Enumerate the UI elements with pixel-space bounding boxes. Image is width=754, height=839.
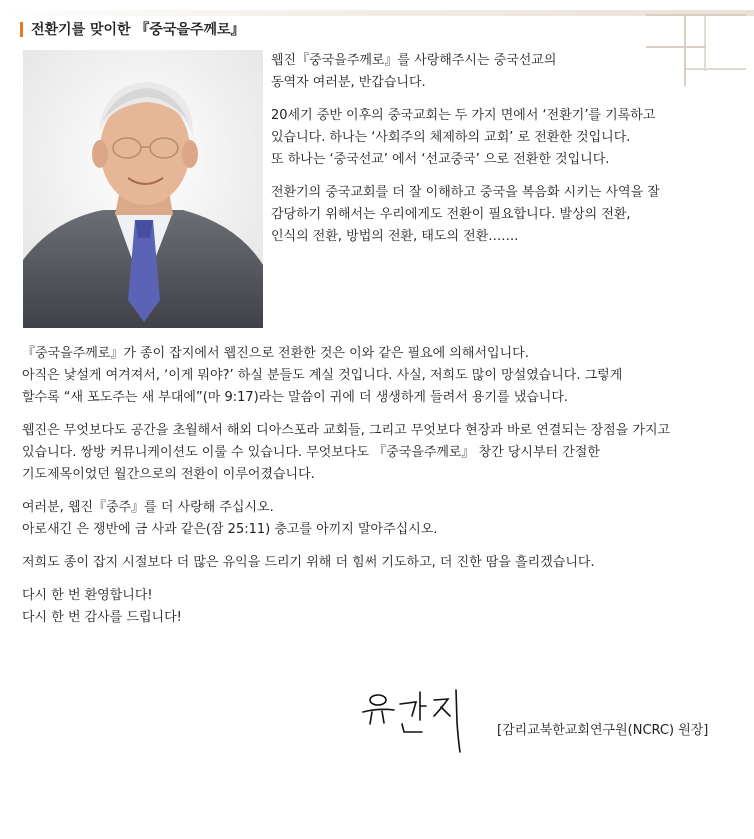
intro-line: 웹진『중국을주께로』를 사랑해주시는 중국선교의 [271, 53, 557, 68]
body-line: 다시 한 번 환영합니다! [22, 588, 153, 603]
intro-line: 또 하나는 ‘중국선교’ 에서 ‘선교중국’ 으로 전환한 것입니다. [271, 152, 610, 167]
intro-line: 동역자 여러분, 반갑습니다. [271, 75, 426, 90]
signature-image [360, 686, 470, 756]
author-photo [23, 50, 263, 328]
body-line: 여러분, 웹진『중주』를 더 사랑해 주십시오. [22, 500, 274, 515]
intro-line: 인식의 전환, 방법의 전환, 태도의 전환……. [271, 229, 519, 244]
intro-line: 전환기의 중국교회를 더 잘 이해하고 중국을 복음화 시키는 사역을 잘 [271, 185, 660, 200]
handwritten-signature [360, 686, 470, 756]
body-text [22, 343, 734, 629]
page-title [20, 19, 245, 39]
body-line: 할수록 “새 포도주는 새 부대에”(마 9:17)라는 말씀이 귀에 더 생생하게 들려서 용기를 냈습니다. [22, 390, 569, 405]
body-line: 아직은 낯설게 여겨져서, ‘이게 뭐야?’ 하실 분들도 계실 것입니다. 사실, 저희도 많이 망설였습니다. 그렇게 [22, 368, 623, 383]
body-line: 웹진은 무엇보다도 공간을 초월해서 해외 디아스포라 교회들, 그리고 무엇보다 현장과 바로 연결되는 장점을 가지고 [22, 423, 671, 438]
intro-line: 20세기 중반 이후의 중국교회는 두 가지 면에서 ‘전환기’를 기록하고 [271, 108, 656, 123]
intro-line: 있습니다. 하나는 ‘사회주의 체제하의 교회’ 로 전환한 것입니다. [271, 130, 631, 145]
author-position: [감리교북한교회연구원(NCRC) 원장] [497, 723, 709, 738]
body-line: 저희도 종이 잡지 시절보다 더 많은 유익을 드리기 위해 더 힘써 기도하고, 더 진한 땀을 흘리겠습니다. [22, 555, 595, 570]
body-line: 아로새긴 은 쟁반에 금 사과 같은(잠 25:11) 충고를 아끼지 말아주십시오. [22, 522, 438, 537]
intro-text [271, 50, 731, 248]
body-line: 다시 한 번 감사를 드립니다! [22, 610, 182, 625]
body-line: 있습니다. 쌍방 커뮤니케이션도 이룰 수 있습니다. 무엇보다도 『중국을주께로』 창간 당시부터 간절한 [22, 445, 600, 460]
body-line: 기도제목이었던 월간으로의 전환이 이루어졌습니다. [22, 467, 315, 482]
title-accent-bar [20, 22, 23, 37]
page-title-text: 전환기를 맞이한 『중국을주께로』 [31, 22, 245, 38]
portrait-image [23, 50, 263, 328]
body-line: 『중국을주께로』가 종이 잡지에서 웹진으로 전환한 것은 이와 같은 필요에 의해서입니다. [22, 346, 529, 361]
top-frame-line [0, 10, 754, 16]
intro-line: 감당하기 위해서는 우리에게도 전환이 필요합니다. 발상의 전환, [271, 207, 631, 222]
